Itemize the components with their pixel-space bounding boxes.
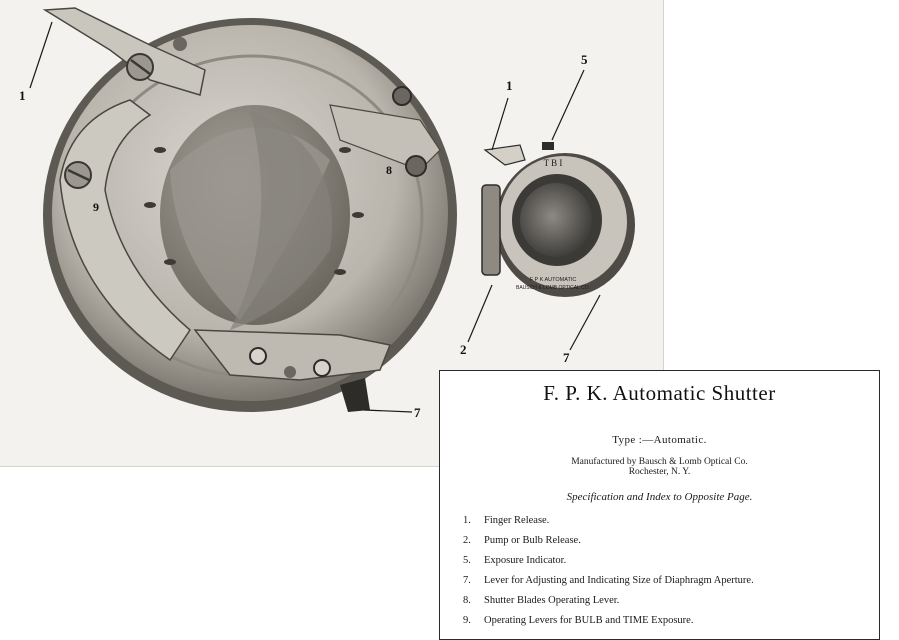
list-item [463,591,869,611]
index-list [463,511,869,631]
item-text: Lever for Adjusting and Indicating Size of Diaphragm Aperture. [484,575,754,586]
callout-big-9: 9 [93,200,99,214]
callout-small-7: 7 [563,350,570,365]
type-line: Type :—Automatic. [612,434,707,446]
callout-big-1: 1 [19,88,26,103]
manufacturer-line: Manufactured by Bausch & Lomb Optical Co. [571,457,748,467]
callout-small-1: 1 [506,78,513,93]
item-number: 2. [463,535,471,546]
item-text: Finger Release. [484,515,550,526]
callout-big-8: 8 [386,163,392,177]
shutter-ring-lettering-2: BAUSCH & LOMB OPTICAL CO. [516,285,590,291]
item-text: Pump or Bulb Release. [484,535,581,546]
item-number: 8. [463,595,471,606]
list-item [463,531,869,551]
item-text: Exposure Indicator. [484,555,567,566]
list-item [463,511,869,531]
item-text: Shutter Blades Operating Lever. [484,595,620,606]
callout-small-5: 5 [581,52,588,67]
card-title: F. P. K. Automatic Shutter [543,381,776,405]
shutter-ring-lettering-1: F P K AUTOMATIC [529,277,577,283]
item-number: 5. [463,555,471,566]
specification-card [439,370,880,640]
callout-small-2: 2 [460,342,467,357]
spec-heading: Specification and Index to Opposite Page. [566,491,753,503]
item-text: Operating Levers for BULB and TIME Exposure. [484,615,694,626]
item-number: 7. [463,575,471,586]
list-item [463,571,869,591]
callout-big-7: 7 [414,405,421,420]
item-number: 1. [463,515,471,526]
manufacturer-city: Rochester, N. Y. [628,467,691,477]
list-item [463,551,869,571]
item-number: 9. [463,615,471,626]
manufacturer-block [440,457,879,477]
list-item [463,611,869,631]
shutter-scale-lettering: T B I [543,158,563,168]
